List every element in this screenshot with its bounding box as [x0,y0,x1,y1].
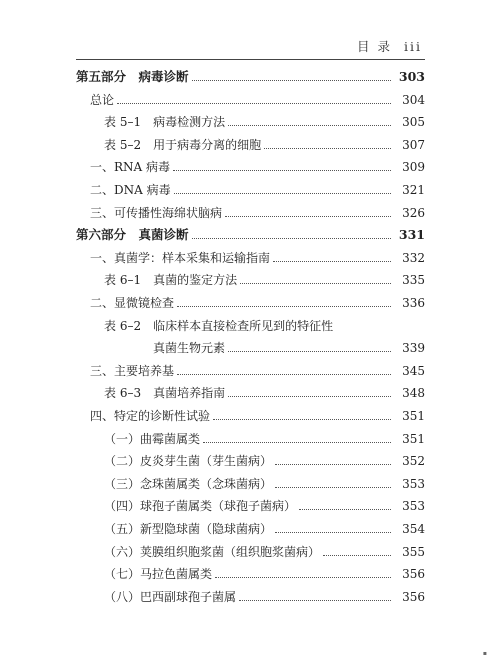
dot-leader [275,487,391,488]
dot-leader [264,148,391,149]
toc-entry-title: 三、可传播性海绵状脑病 [90,206,223,220]
toc-entry[interactable] [104,495,425,517]
toc-entry-page: 348 [402,386,425,400]
toc-entry-page: 332 [402,251,425,265]
dot-leader [192,80,391,81]
toc-entry-page: 336 [402,296,425,310]
dot-leader [225,216,391,217]
dot-leader [273,261,391,262]
toc-entry-page: 356 [402,567,425,581]
toc-entry-page: 356 [402,590,425,604]
toc-entry-title: 表 6–1 真菌的鉴定方法 [104,273,238,287]
toc-entry-page: 355 [402,545,425,559]
toc-entry-page: 353 [402,499,425,513]
dot-leader [192,238,391,239]
toc-entry-page: 307 [402,138,425,152]
dot-leader [240,283,391,284]
toc-entry[interactable] [104,473,425,495]
toc-entry-title: （四）球孢子菌属类（球孢子菌病） [104,499,297,513]
toc-entry[interactable] [90,156,425,178]
toc-entry[interactable] [90,89,425,111]
dot-leader [174,193,391,194]
toc-entry-page: 354 [402,522,425,536]
toc-entry[interactable] [104,586,425,608]
toc-entry-page: 304 [402,93,425,107]
toc-entry[interactable] [90,292,425,314]
dot-leader [117,103,391,104]
toc-entry-title: （三）念珠菌属类（念珠菌病） [104,477,273,491]
dot-leader [275,464,391,465]
toc-entry-title: （七）马拉色菌属类 [104,567,213,581]
toc-entry-title: 第五部分 病毒诊断 [76,69,189,84]
toc-entry-title: 表 6–2 临床样本直接检查所见到的特征性 [104,319,334,333]
toc-entry[interactable] [90,179,425,201]
toc-entry-title: 三、主要培养基 [90,364,175,378]
toc-entry-page: 303 [398,69,425,84]
toc-entry-title: 表 6–3 真菌培养指南 [104,386,226,400]
toc-entry[interactable] [104,450,425,472]
dot-leader [275,532,391,533]
toc-entry-page: 321 [402,183,425,197]
dot-leader [213,419,391,420]
toc-entry-title: 一、RNA 病毒 [90,160,171,174]
corner-mark: ▪ [482,650,487,657]
dot-leader [299,509,391,510]
toc-entry-title: （五）新型隐球菌（隐球菌病） [104,522,273,536]
toc-entry[interactable] [90,247,425,269]
toc-part-heading[interactable] [76,224,425,246]
dot-leader [215,577,391,578]
toc-entry[interactable] [104,541,425,563]
toc-entry[interactable] [90,202,425,224]
toc-entry-title: 总论 [90,93,115,107]
dot-leader [323,555,391,556]
toc-entry-title: （二）皮炎芽生菌（芽生菌病） [104,454,273,468]
toc-entry[interactable] [153,337,425,359]
toc-entry-page: 335 [402,273,425,287]
toc-entry-page: 339 [402,341,425,355]
toc-entry-title: 第六部分 真菌诊断 [76,227,189,242]
toc-entry[interactable] [104,563,425,585]
header-page-number: iii [404,39,422,54]
toc-entry[interactable] [90,405,425,427]
toc-entry-page: 326 [402,206,425,220]
header-title: 目 录 [357,39,393,54]
toc-entry-title: （一）曲霉菌属类 [104,432,201,446]
toc-entry[interactable] [90,360,425,382]
toc-entry[interactable] [104,382,425,404]
toc-entry-title: （八）巴西副球孢子菌属 [104,590,237,604]
dot-leader [177,374,391,375]
toc-entry-title: 表 5–2 用于病毒分离的细胞 [104,138,262,152]
running-header [357,37,422,55]
toc-entry[interactable] [104,428,425,450]
dot-leader [173,170,391,171]
toc-entry-page: 351 [402,432,425,446]
toc-entry[interactable] [104,315,425,337]
dot-leader [203,442,391,443]
toc-entry-title: 二、显微镜检查 [90,296,175,310]
toc-part-heading[interactable] [76,66,425,88]
toc-entry-title: 四、特定的诊断性试验 [90,409,211,423]
dot-leader [228,396,391,397]
toc-entry[interactable] [104,269,425,291]
toc-entry[interactable] [104,111,425,133]
toc-entry-page: 352 [402,454,425,468]
toc-entry[interactable] [104,134,425,156]
dot-leader [228,351,391,352]
toc-entry[interactable] [104,518,425,540]
toc-entry-page: 331 [398,227,425,242]
toc-entry-page: 309 [402,160,425,174]
toc-entry-page: 345 [402,364,425,378]
toc-entry-title: 表 5–1 病毒检测方法 [104,115,226,129]
header-rule [76,59,425,60]
toc-entry-page: 353 [402,477,425,491]
dot-leader [228,125,391,126]
toc-entry-title: （六）荚膜组织胞浆菌（组织胞浆菌病） [104,545,321,559]
toc-entry-title: 二、DNA 病毒 [90,183,171,197]
toc-entry-title: 一、真菌学：样本采集和运输指南 [90,251,271,265]
dot-leader [177,306,391,307]
toc-entry-page: 305 [402,115,425,129]
toc-entry-page: 351 [402,409,425,423]
toc-entry-title: 真菌生物元素 [153,341,226,355]
dot-leader [239,600,391,601]
